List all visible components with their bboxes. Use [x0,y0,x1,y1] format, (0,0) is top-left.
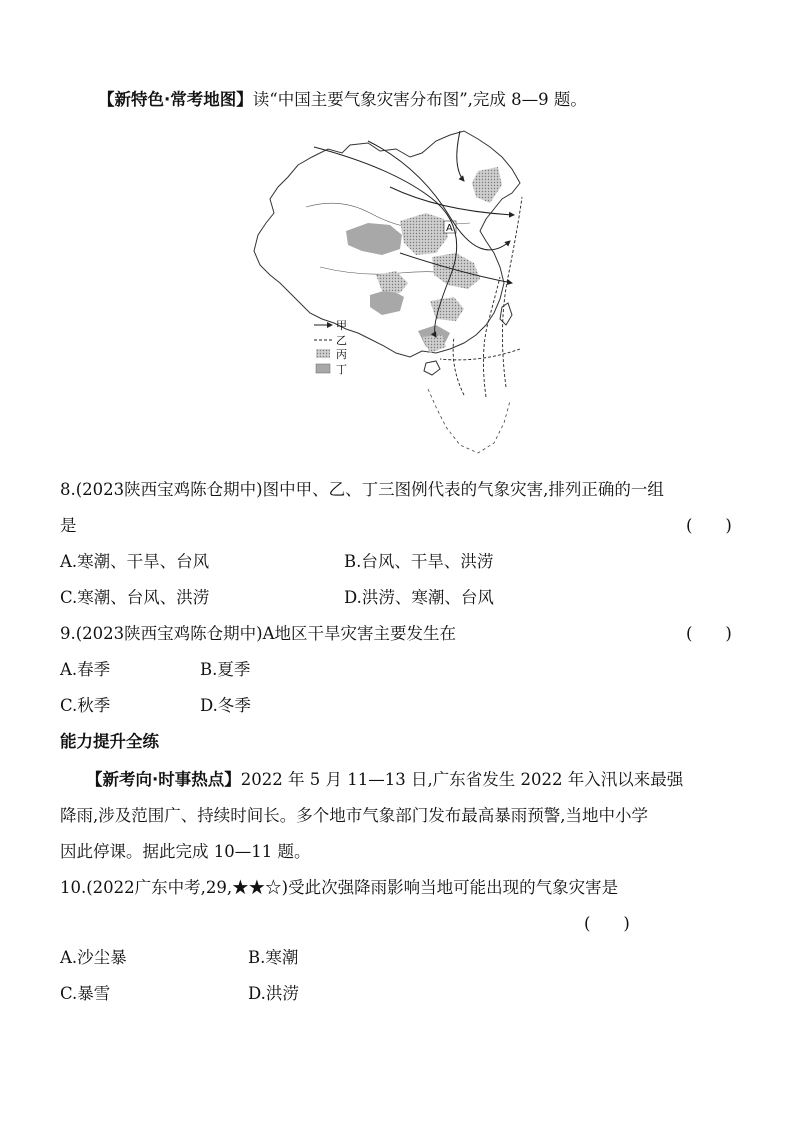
legend-ding: 丁 [336,363,347,376]
q9-option-d[interactable]: D.冬季 [200,696,251,715]
sea-boundary [428,389,510,453]
region-bing-1 [472,167,502,203]
q10-option-c[interactable]: C.暴雪 [60,984,111,1003]
solid-arrow-4 [457,131,464,181]
taiwan-island [500,303,512,325]
q8-option-b[interactable]: B.台风、干旱、洪涝 [344,552,494,571]
q10-option-d[interactable]: D.洪涝 [248,984,299,1003]
q8-option-c[interactable]: C.寒潮、台风、洪涝 [60,588,210,607]
legend-bing: 丙 [336,348,347,361]
region-ding-1 [346,223,402,255]
intro-line [98,88,587,112]
china-disaster-map [250,127,540,457]
passage-tag: 【新考向·时事热点】 [86,770,241,789]
dashed-arrow-1 [502,197,522,387]
intro-text: 读“中国主要气象灾害分布图”,完成 8—9 题。 [252,90,587,109]
q9-option-a[interactable]: A.春季 [60,660,111,679]
hainan-island [424,361,440,375]
dashed-arrow-3 [440,349,520,360]
q10-option-b[interactable]: B.寒潮 [248,948,299,967]
q9-option-c[interactable]: C.秋季 [60,696,111,715]
section-title: 能力提升全练 [60,732,159,751]
passage-line3: 因此停课。据此完成 10—11 题。 [60,842,311,861]
q9-stem: 9.(2023陕西宝鸡陈仓期中)A地区干旱灾害主要发生在 [60,624,457,643]
map-legend [314,319,347,376]
dashed-arrow-2 [483,277,500,397]
q8-stem-line1: 8.(2023陕西宝鸡陈仓期中)图中甲、乙、丁三图例代表的气象灾害,排列正确的一组 [60,480,664,499]
q10-option-a[interactable]: A.沙尘暴 [60,948,127,967]
region-bing-6 [422,335,446,353]
map-label-a: A [446,223,453,234]
passage-line1 [86,768,683,792]
legend-yi: 乙 [336,334,347,347]
q8-answer-paren[interactable]: ( ) [686,516,732,535]
q8-stem-line2: 是 [60,516,77,535]
legend-jia: 甲 [336,319,347,332]
region-bing-2 [400,213,448,255]
intro-tag: 【新特色·常考地图】 [98,90,253,109]
q8-option-a[interactable]: A.寒潮、干旱、台风 [60,552,210,571]
q10-answer-paren[interactable]: ( ) [584,914,630,933]
q9-option-b[interactable]: B.夏季 [200,660,251,679]
q9-answer-paren[interactable]: ( ) [686,624,732,643]
q10-stem: 10.(2022广东中考,29,★★☆)受此次强降雨影响当地可能出现的气象灾害是 [60,878,619,897]
region-ding-2 [370,289,404,315]
passage-line2: 降雨,涉及范围广、持续时间长。多个地市气象部门发布最高暴雨预警,当地中小学 [60,806,648,825]
passage-text-1: 2022 年 5 月 11—13 日,广东省发生 2022 年入汛以来最强 [240,770,684,789]
region-bing-4 [376,271,408,293]
region-bing-5 [430,297,464,321]
q8-option-d[interactable]: D.洪涝、寒潮、台风 [344,588,494,607]
